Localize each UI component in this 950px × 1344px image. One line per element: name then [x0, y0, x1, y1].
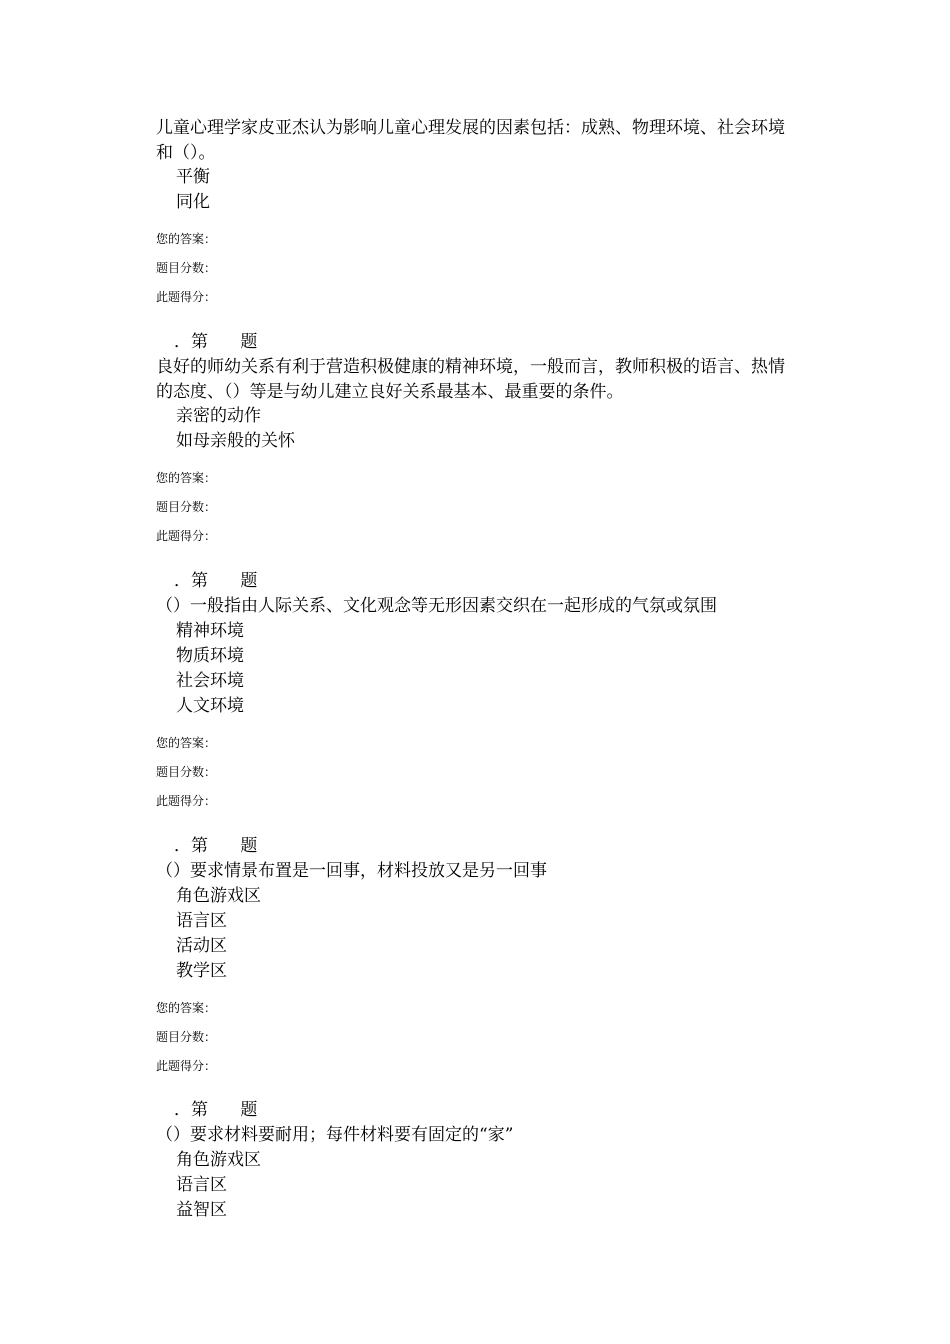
question-points-label: 题目分数： — [156, 500, 217, 514]
option-item[interactable]: 物质环境 — [176, 645, 244, 666]
question-number-header: ．第 题 — [174, 836, 258, 856]
question-1 — [156, 116, 796, 312]
answer-meta — [156, 464, 796, 551]
score-earned-label: 此题得分： — [156, 529, 217, 543]
option-item[interactable]: 同化 — [176, 192, 210, 212]
option-item[interactable]: 角色游戏区 — [176, 885, 261, 906]
question-5 — [156, 1098, 796, 1223]
answer-meta — [156, 225, 796, 312]
question-number-header: ．第 题 — [174, 1100, 258, 1120]
question-stem: （）一般指由人际关系、文化观念等无形因素交织在一起形成的气氛或氛围 — [156, 596, 717, 616]
option-item[interactable]: 语言区 — [176, 1174, 227, 1195]
option-item[interactable]: 社会环境 — [176, 670, 244, 691]
question-stem: 良好的师幼关系有利于营造积极健康的精神环境，一般而言，教师积极的语言、热情的态度、（）等是与幼儿建立良好关系最基本、最重要的条件。 — [156, 357, 785, 402]
option-item[interactable]: 活动区 — [176, 935, 227, 956]
option-list — [156, 619, 796, 719]
question-points-label: 题目分数： — [156, 764, 217, 779]
option-item[interactable]: 精神环境 — [176, 620, 244, 641]
question-stem: （）要求材料要耐用；每件材料要有固定的“家” — [156, 1125, 514, 1145]
option-list — [156, 1148, 796, 1223]
option-item[interactable]: 语言区 — [176, 910, 227, 931]
your-answer-label: 您的答案： — [156, 735, 217, 750]
option-item[interactable]: 如母亲般的关怀 — [176, 431, 295, 451]
option-list — [156, 165, 796, 215]
option-list — [156, 884, 796, 984]
option-item[interactable]: 益智区 — [176, 1199, 227, 1220]
answer-meta — [156, 729, 796, 816]
question-points-label: 题目分数： — [156, 261, 217, 275]
question-points-label: 题目分数： — [156, 1029, 217, 1044]
question-stem: （）要求情景布置是一回事，材料投放又是另一回事 — [156, 861, 547, 881]
question-2 — [156, 330, 796, 551]
option-item[interactable]: 亲密的动作 — [176, 406, 261, 426]
question-4 — [156, 834, 796, 1081]
score-earned-label: 此题得分： — [156, 290, 217, 304]
option-list — [156, 404, 796, 454]
option-item[interactable]: 角色游戏区 — [176, 1149, 261, 1170]
your-answer-label: 您的答案： — [156, 1000, 217, 1015]
answer-meta — [156, 994, 796, 1081]
score-earned-label: 此题得分： — [156, 1058, 217, 1073]
question-number-header: ．第 题 — [174, 571, 258, 591]
score-earned-label: 此题得分： — [156, 793, 217, 808]
question-stem: 儿童心理学家皮亚杰认为影响儿童心理发展的因素包括：成熟、物理环境、社会环境和（）。 — [156, 118, 785, 163]
question-number-header: ．第 题 — [174, 332, 258, 352]
your-answer-label: 您的答案： — [156, 471, 217, 485]
option-item[interactable]: 平衡 — [176, 167, 210, 187]
your-answer-label: 您的答案： — [156, 232, 217, 246]
question-3 — [156, 569, 796, 816]
option-item[interactable]: 人文环境 — [176, 695, 244, 716]
option-item[interactable]: 教学区 — [176, 960, 227, 981]
